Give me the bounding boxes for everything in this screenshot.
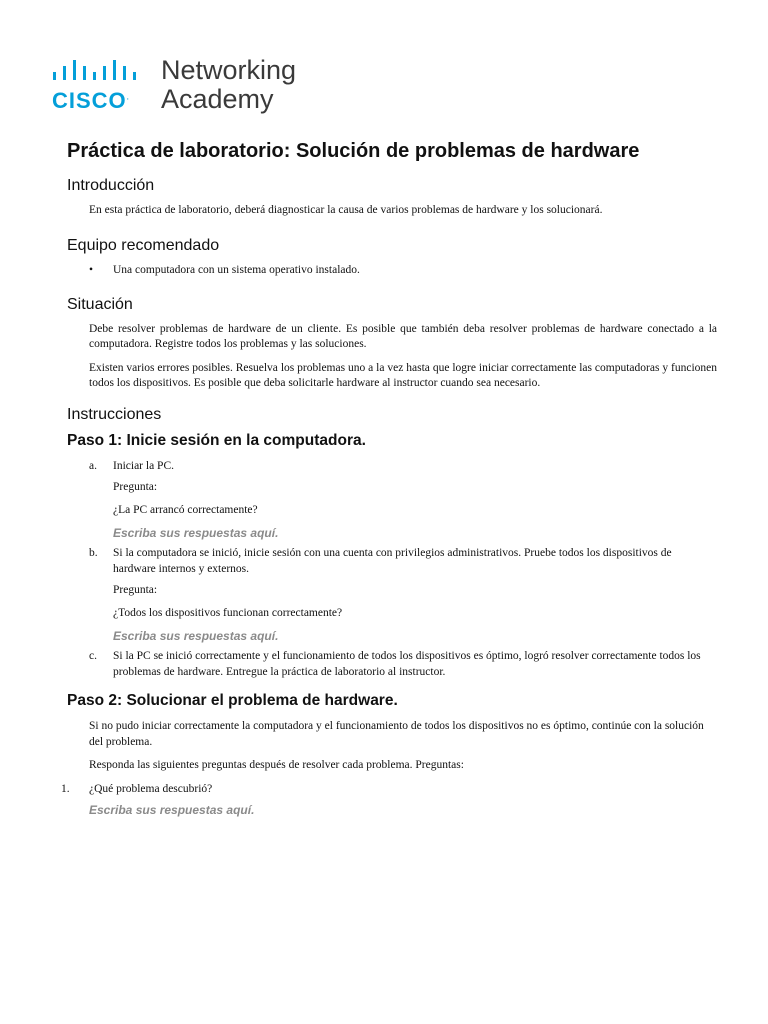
lab-document	[61, 140, 717, 823]
bullet-marker: •	[89, 263, 94, 276]
step1-item-b	[89, 546, 717, 577]
question-text: ¿Todos los dispositivos funcionan correctamente?	[113, 607, 343, 619]
intro-heading: Introducción	[67, 177, 155, 194]
item-text: Iniciar la PC.	[113, 459, 174, 472]
question-1	[61, 782, 717, 797]
step1-heading: Paso 1: Inicie sesión en la computadora.	[67, 431, 366, 449]
item-text: Si la PC se inició correctamente y el funcionamiento de todos los dispositivos es óptimo, logró resolver correctamente todos los problemas de hardware. Entregue la práctica de laboratorio al instructor.	[113, 650, 701, 678]
item-marker: b.	[89, 547, 98, 559]
equipment-item-text: Una computadora con un sistema operativo instalado.	[113, 263, 360, 276]
step2-heading: Paso 2: Solucionar el problema de hardware.	[67, 692, 398, 709]
step1-item-a	[89, 459, 717, 475]
cisco-wordmark: CISCO.	[52, 88, 129, 113]
answer-field[interactable]: Escriba sus respuestas aquí.	[113, 526, 279, 540]
item-text: Si la computadora se inició, inicie sesión con una cuenta con privilegios administrativos. Pruebe todos los dispositivos de hardware internos y externos.	[113, 547, 672, 575]
item-marker: c.	[89, 650, 97, 662]
answer-field[interactable]: Escriba sus respuestas aquí.	[113, 629, 279, 643]
item-marker: a.	[89, 459, 97, 472]
question-text: ¿Qué problema descubrió?	[89, 782, 213, 795]
cisco-bars-icon	[53, 60, 143, 82]
scenario-paragraph-1: Debe resolver problemas de hardware de un cliente. Es posible que también deba resolver problemas de hardware conectado a la computadora. Registre todos los problemas y las soluciones.	[89, 322, 717, 350]
brand-line-1: Networking	[161, 55, 297, 85]
question-label: Pregunta:	[113, 584, 158, 596]
question-text: ¿La PC arrancó correctamente?	[113, 504, 258, 516]
networking-academy-wordmark	[161, 56, 296, 114]
question-label: Pregunta:	[113, 481, 158, 493]
step2-paragraph-2: Responda las siguientes preguntas después de resolver cada problema. Preguntas:	[89, 759, 464, 771]
scenario-heading: Situación	[67, 295, 133, 313]
networking-academy-logo	[52, 55, 312, 118]
equipment-heading: Equipo recomendado	[67, 236, 220, 254]
intro-text: En esta práctica de laboratorio, deberá diagnosticar la causa de varios problemas de hardware y los solucionará.	[89, 204, 603, 216]
instructions-heading: Instrucciones	[67, 405, 162, 423]
scenario-paragraph-2: Existen varios errores posibles. Resuelva los problemas uno a la vez hasta que logre iniciar correctamente las computadoras y funcionen todos los dispositivos. Es posible que deba solicitarle hardware al instructor cuando sea necesario.	[89, 361, 717, 389]
step2-paragraph-1: Si no pudo iniciar correctamente la computadora y el funcionamiento de todos los dispositivos no es óptimo, continúe con la solución del problema.	[89, 720, 704, 748]
answer-field[interactable]: Escriba sus respuestas aquí.	[89, 802, 255, 817]
step1-item-c	[89, 649, 717, 680]
brand-line-2: Academy	[161, 84, 274, 114]
question-number: 1.	[61, 782, 70, 795]
page-title: Práctica de laboratorio: Solución de problemas de hardware	[67, 140, 640, 162]
equipment-list-item	[89, 263, 717, 278]
